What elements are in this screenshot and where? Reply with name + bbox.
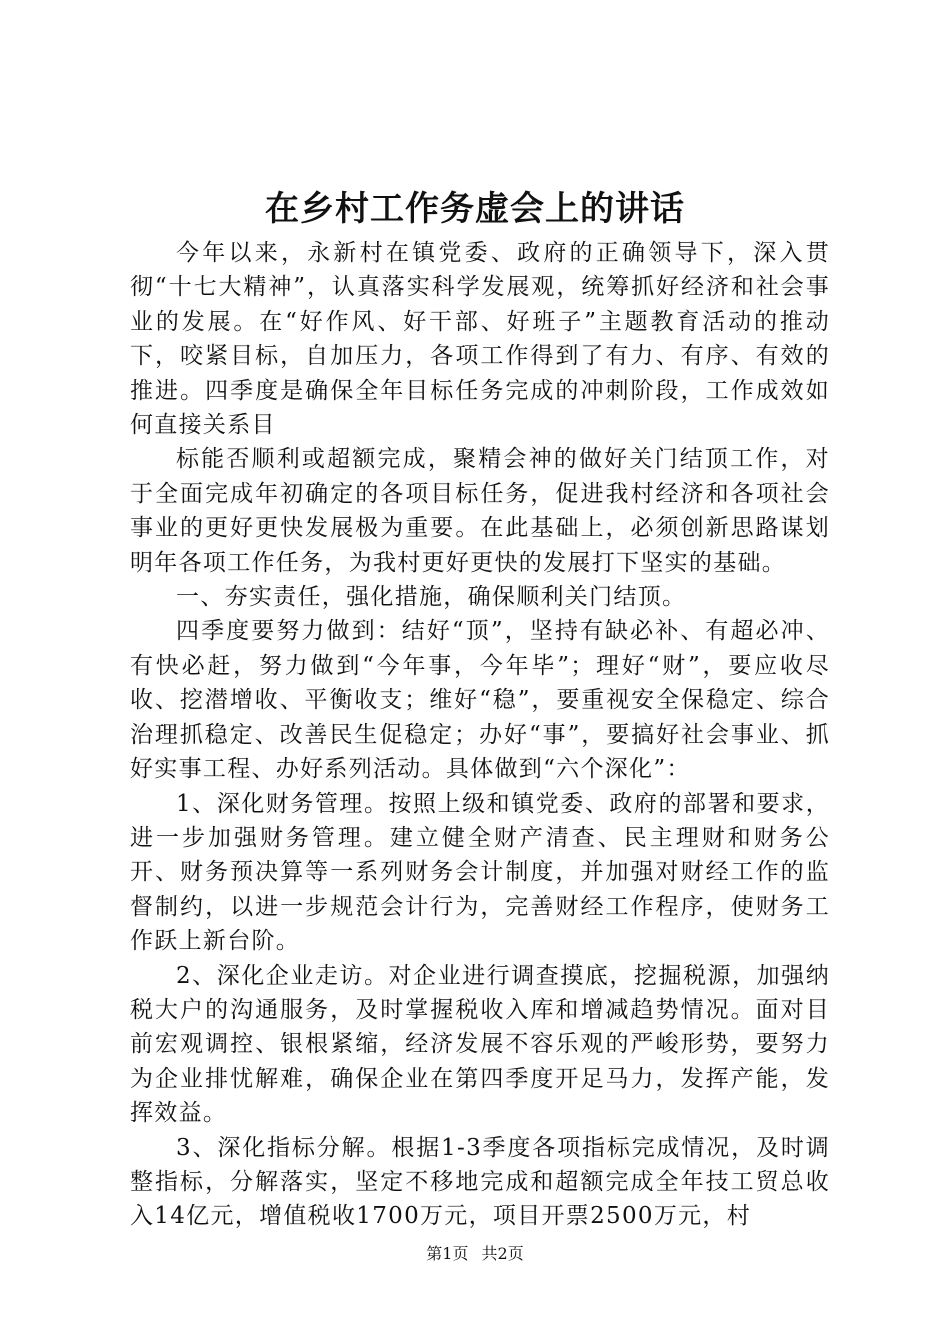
- list-item-enterprise: 2、深化企业走访。对企业进行调查摸底，挖掘税源，加强纳税大户的沟通服务，及时掌握税收入库和增减趋势情况。面对目前宏观调控、银根紧缩，经济发展不容乐观的严峻形势，要努力为企业排忧解难，确保企业在第四季度开足马力，发挥产能，发挥效益。: [130, 962, 830, 1127]
- document-title: 在乡村工作务虚会上的讲话: [265, 189, 685, 229]
- list-item-indicators: 3、深化指标分解。根据1-3季度各项指标完成情况，及时调整指标，分解落实，坚定不移地完成和超额完成全年技工贸总收入14亿元，增值税收1700万元，项目开票2500万元，村: [130, 1134, 830, 1230]
- paragraph-intro: 今年以来，永新村在镇党委、政府的正确领导下，深入贯彻“十七大精神”，认真落实科学发展观，统筹抓好经济和社会事业的发展。在“好作风、好干部、好班子”主题教育活动的推动下，咬紧目标，自加压力，各项工作得到了有力、有序、有效的推进。四季度是确保全年目标任务完成的冲刺阶段，工作成效如何直接关系目: [130, 240, 830, 439]
- section-heading-1: 一、夯实责任，强化措施，确保顺利关门结顶。: [176, 584, 687, 611]
- page-number: 第1页: [426, 1244, 469, 1263]
- paragraph-q4-goals: 四季度要努力做到：结好“顶”，坚持有缺必补、有超必冲、有快必赶，努力做到“今年事，今年毕”；理好“财”，要应收尽收、挖潜增收、平衡收支；维好“稳”，要重视安全保稳定、综合治理抓稳定、改善民生促稳定；办好“事”，要搞好社会事业、抓好实事工程、办好系列活动。具体做到“六个深化”：: [130, 618, 830, 783]
- page-total: 共2页: [481, 1244, 524, 1263]
- list-item-finance: 1、深化财务管理。按照上级和镇党委、政府的部署和要求，进一步加强财务管理。建立健全财产清查、民主理财和财务公开、财务预决算等一系列财务会计制度，并加强对财经工作的监督制约，以进一步规范会计行为，完善财经工作程序，使财务工作跃上新台阶。: [130, 790, 830, 955]
- paragraph-continuation: 标能否顺利或超额完成，聚精会神的做好关门结顶工作，对于全面完成年初确定的各项目标任务，促进我村经济和各项社会事业的更好更快发展极为重要。在此基础上，必须创新思路谋划明年各项工作任务，为我村更好更快的发展打下坚实的基础。: [130, 446, 830, 576]
- document-body: [130, 236, 830, 1234]
- page-footer: [0, 1242, 950, 1266]
